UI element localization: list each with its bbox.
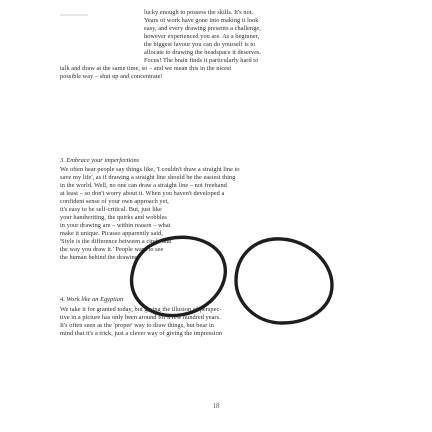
body-line: save my life', as if drawing a straight line should be the easiest thing (60, 174, 236, 181)
section-heading (60, 296, 123, 304)
body-line: Focus! The brain finds it particularly hard to (144, 57, 259, 64)
body-line: We often hear people say things like, 'I couldn't draw a straight line to (60, 166, 240, 173)
right-clean-circle (236, 239, 332, 323)
section-title: Work like an Egyptian (66, 296, 124, 303)
body-line: easy, and every drawing presents a challenge, (144, 25, 261, 32)
section-number: 4. (60, 296, 65, 303)
body-line: the biggest favour you can do yourself is to (144, 41, 256, 48)
body-line: confident sense of your own approach yet, (60, 198, 169, 205)
section-title: Embrace your imperfections (66, 157, 140, 164)
body-line: allocate to drawing the headspace it deserves. (144, 49, 262, 56)
body-line: Years of work have gone into making it look (144, 17, 259, 24)
body-line: mind that it's a trick, just a clever way of giving the impression (60, 330, 222, 337)
body-line: the way you draw it.' People want to see (60, 246, 164, 253)
section-number: 3. (60, 157, 65, 164)
body-line: We take it for granted today, but giving the illusion of perspec- (60, 306, 222, 313)
body-line: in the world. Well, no one can draw a straight line – not freehand (60, 182, 227, 189)
body-line: the human behind the drawing. (60, 254, 140, 261)
body-line: at least – so don't worry about it. When you haven't developed a (60, 190, 225, 197)
body-line: possible way – shut up and concentrate! (60, 73, 163, 80)
left-wobbly-circle (132, 237, 226, 315)
body-line: 'Style is the difference between a circle and (60, 238, 172, 245)
body-line: however experienced you are. As a beginner, (144, 33, 260, 40)
body-line: in your drawing are – within reason – what (60, 222, 171, 229)
body-line: lucky enough to possess the skills. It's not. (144, 9, 254, 16)
body-line: tive in a picture has only been around for a few hundred years. (60, 314, 221, 321)
section-heading (60, 157, 139, 165)
body-line: it's easy to be self-critical. But, just like (60, 206, 162, 213)
body-line: your handwriting, the quirks and wobbles (60, 214, 167, 221)
body-line: It's often seen as the 'proper' way to draw things, but bear in (60, 322, 214, 329)
page-number: 18 (212, 402, 220, 410)
body-line: make it unique. Picasso apparently said, (60, 230, 163, 237)
body-line: talk and draw at the same time, so – and we mean this in the nicest (60, 65, 232, 72)
page-edge-mark (60, 14, 88, 16)
